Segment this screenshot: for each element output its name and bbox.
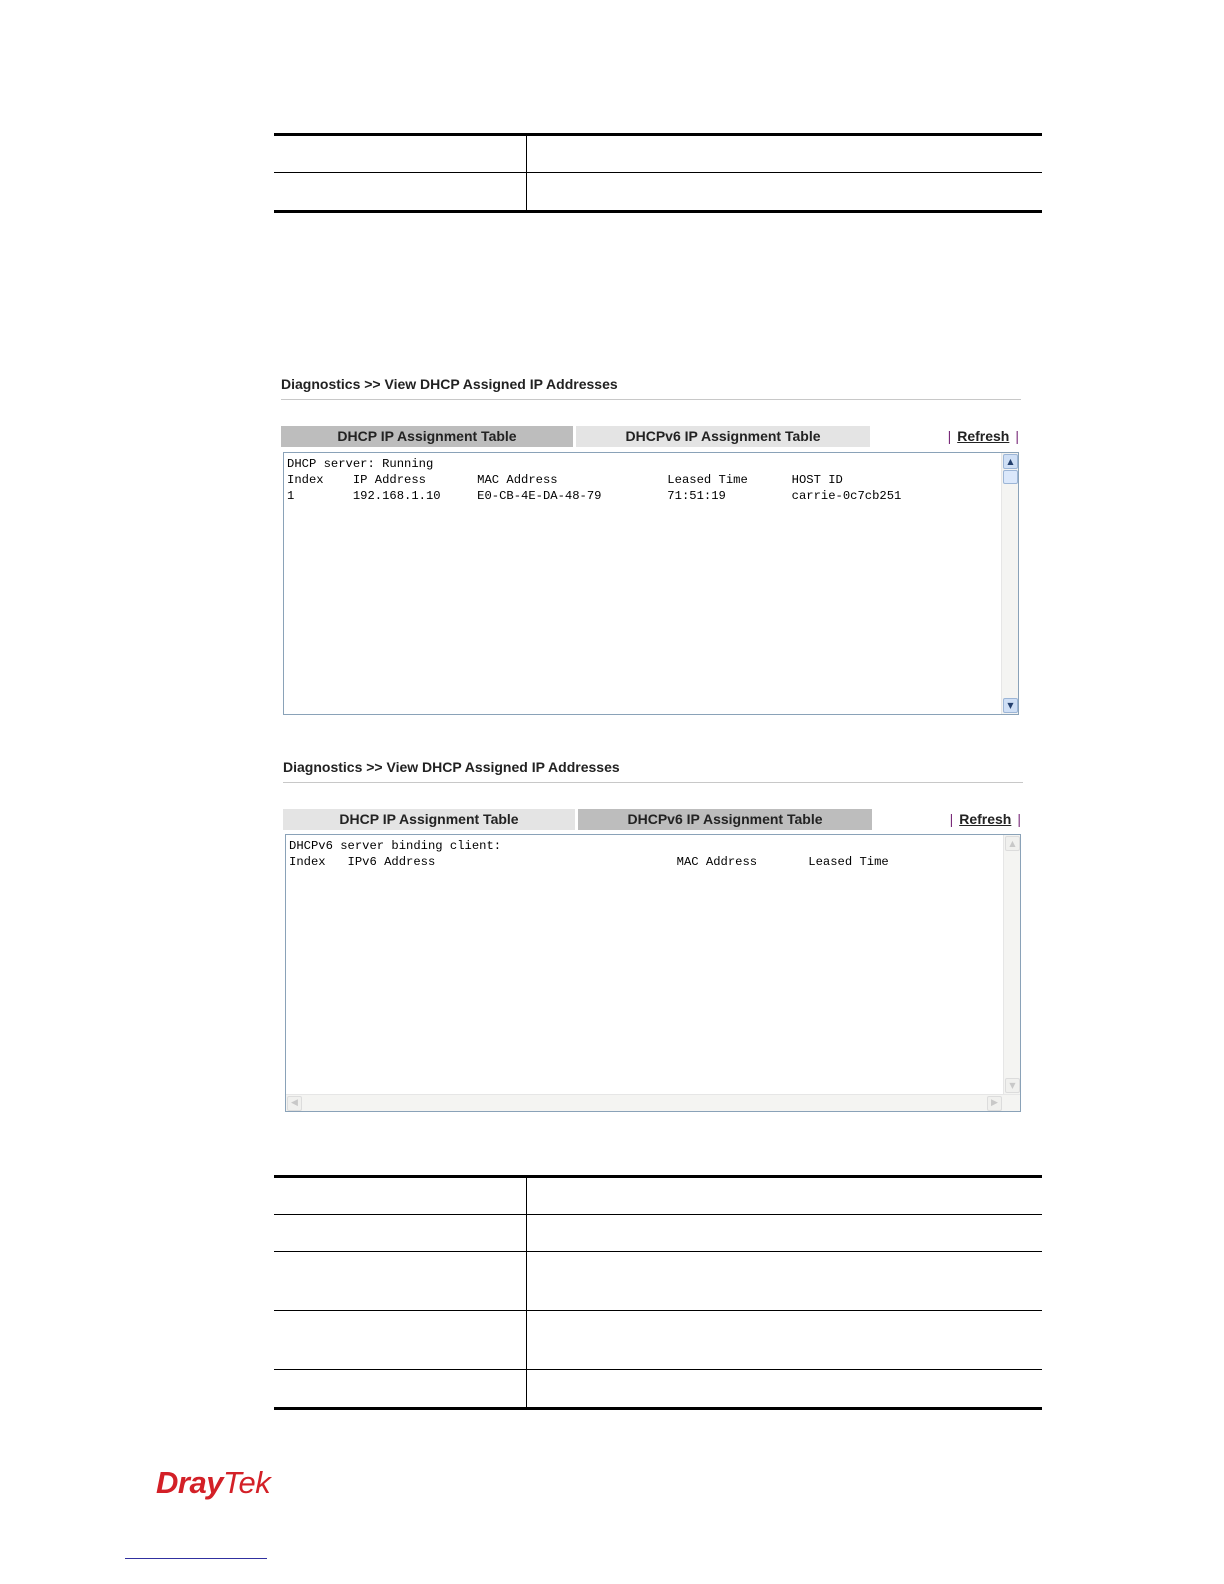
scroll-thumb[interactable] xyxy=(1003,470,1018,484)
table-row xyxy=(274,136,1042,173)
top-description-table xyxy=(274,133,1042,213)
scroll-down-arrow-icon[interactable]: ▼ xyxy=(1003,698,1018,713)
table-cell xyxy=(527,1311,1042,1369)
scroll-up-arrow-icon[interactable]: ▲ xyxy=(1003,454,1018,469)
logo-part-dray: Dray xyxy=(156,1465,223,1500)
draytek-logo xyxy=(156,1465,270,1501)
console-text: DHCPv6 server binding client: Index IPv6 Address MAC Address Leased Time xyxy=(289,839,889,869)
page-title: Diagnostics >> View DHCP Assigned IP Addresses xyxy=(283,758,1023,783)
table-cell xyxy=(274,1370,527,1407)
footer-divider xyxy=(125,1558,267,1559)
table-cell xyxy=(527,1252,1042,1310)
table-cell xyxy=(274,1178,527,1214)
table-cell xyxy=(527,136,1042,172)
bottom-description-table xyxy=(274,1175,1042,1410)
table-row xyxy=(274,1370,1042,1407)
scroll-up-arrow-icon[interactable]: ▲ xyxy=(1005,836,1020,851)
table-row xyxy=(274,1178,1042,1215)
table-cell xyxy=(527,173,1042,210)
table-cell xyxy=(274,1311,527,1369)
dhcp-panel xyxy=(281,375,1021,710)
tab-dhcp-ip-assignment-table[interactable]: DHCP IP Assignment Table xyxy=(283,809,575,830)
console-text: DHCP server: Running Index IP Address MAC Address Leased Time HOST ID 1 192.168.1.10 E0-CB-4E-DA-48-79 71:51:19 carrie-0c7cb251 xyxy=(287,457,902,503)
separator: | xyxy=(947,428,952,444)
dhcp-console-textarea[interactable] xyxy=(283,452,1019,715)
logo-part-tek: Tek xyxy=(222,1465,271,1500)
table-cell xyxy=(527,1178,1042,1214)
refresh-group xyxy=(942,426,1019,447)
table-cell xyxy=(527,1215,1042,1251)
tab-bar xyxy=(281,426,1021,448)
horizontal-scrollbar[interactable] xyxy=(286,1094,1020,1111)
tab-dhcpv6-ip-assignment-table[interactable]: DHCPv6 IP Assignment Table xyxy=(578,809,872,830)
dhcpv6-console-textarea[interactable] xyxy=(285,834,1021,1112)
separator: | xyxy=(1017,811,1021,827)
vertical-scrollbar[interactable] xyxy=(1001,453,1018,714)
scroll-down-arrow-icon[interactable]: ▼ xyxy=(1005,1078,1020,1093)
tab-dhcp-ip-assignment-table[interactable]: DHCP IP Assignment Table xyxy=(281,426,573,447)
refresh-link[interactable]: Refresh xyxy=(957,428,1010,444)
table-cell xyxy=(274,136,527,172)
vertical-scrollbar[interactable] xyxy=(1003,835,1020,1094)
table-row xyxy=(274,1215,1042,1252)
refresh-group xyxy=(944,809,1021,830)
table-cell xyxy=(274,173,527,210)
table-row xyxy=(274,1252,1042,1311)
dhcpv6-panel xyxy=(283,758,1023,1108)
table-row xyxy=(274,1311,1042,1370)
scroll-left-arrow-icon[interactable]: ◀ xyxy=(287,1096,302,1111)
refresh-link[interactable]: Refresh xyxy=(959,811,1012,827)
table-cell xyxy=(274,1215,527,1251)
table-cell xyxy=(527,1370,1042,1407)
tab-dhcpv6-ip-assignment-table[interactable]: DHCPv6 IP Assignment Table xyxy=(576,426,870,447)
table-row xyxy=(274,173,1042,210)
scroll-right-arrow-icon[interactable]: ▶ xyxy=(987,1096,1002,1111)
table-cell xyxy=(274,1252,527,1310)
tab-bar xyxy=(283,809,1023,831)
separator: | xyxy=(949,811,954,827)
separator: | xyxy=(1015,428,1019,444)
page-title: Diagnostics >> View DHCP Assigned IP Addresses xyxy=(281,375,1021,400)
